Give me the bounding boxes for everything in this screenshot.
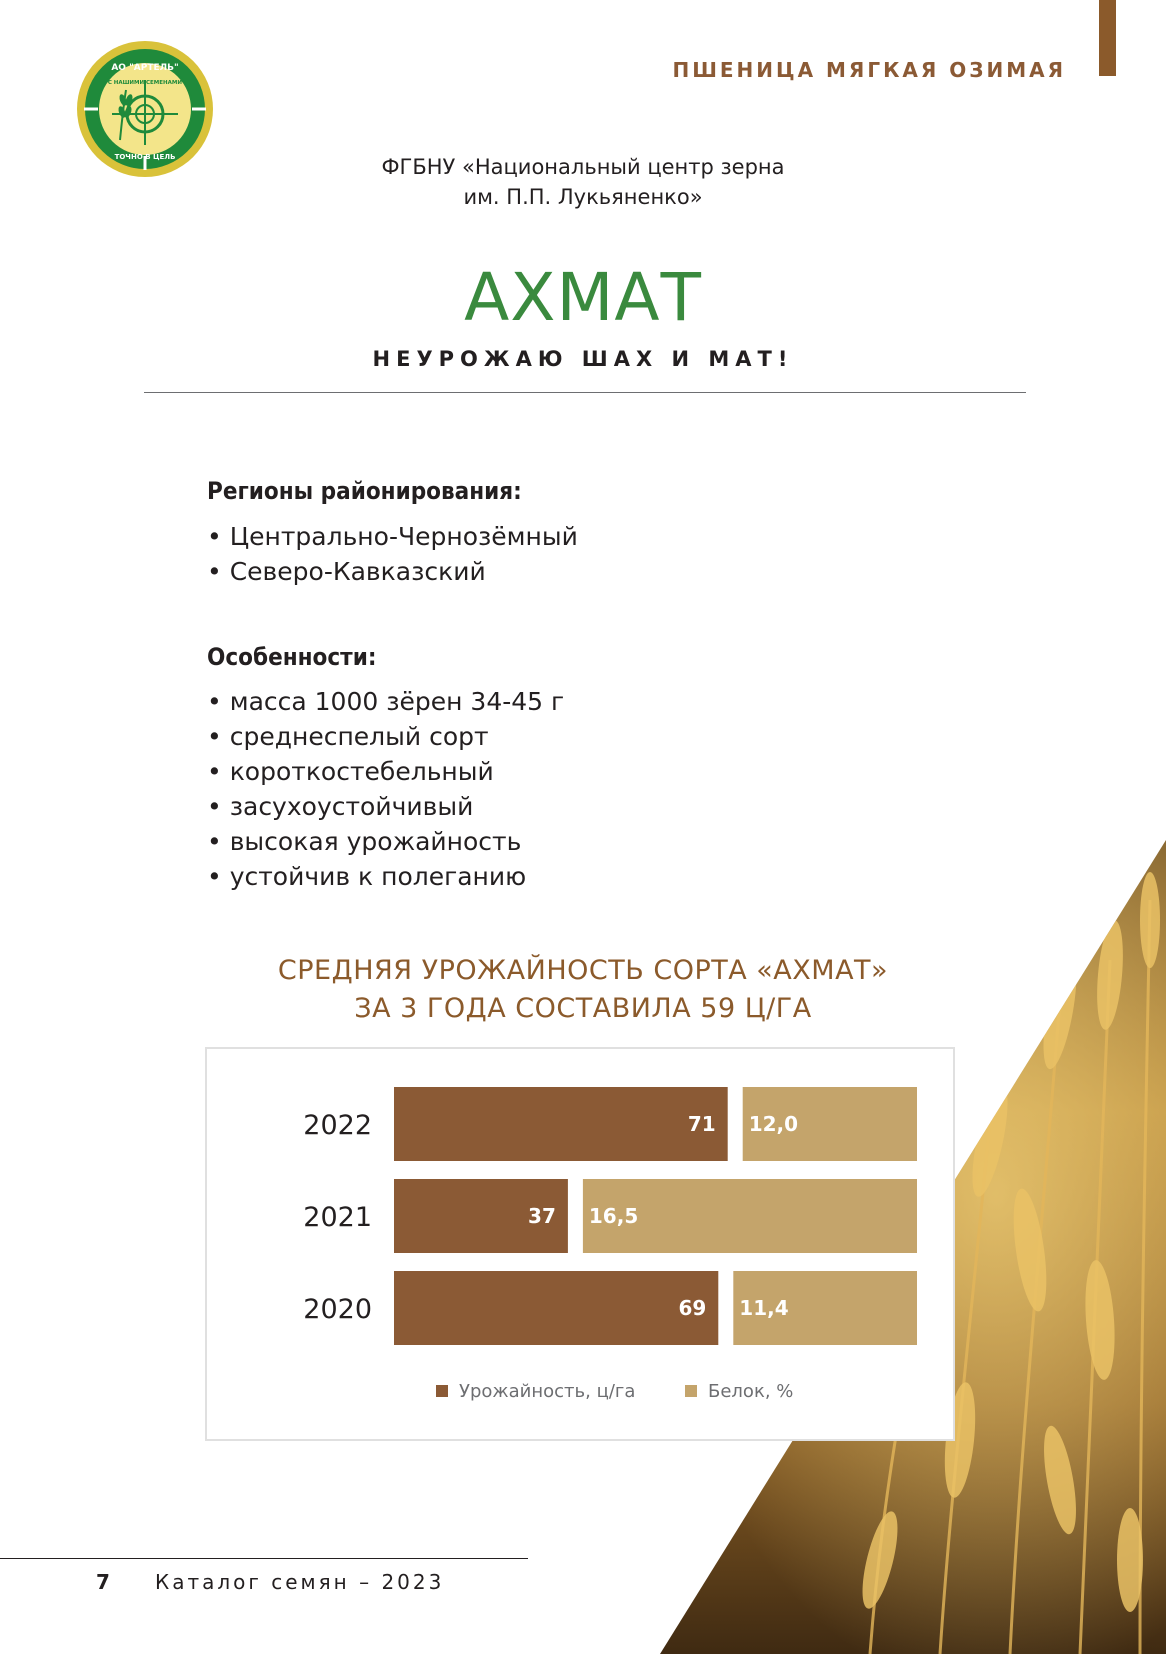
- legend-label-protein: Белок, %: [708, 1381, 794, 1402]
- logo-company-text: АО "АРТЕЛЬ": [111, 63, 179, 73]
- logo-tagline-bottom: ТОЧНО В ЦЕЛЬ: [114, 153, 176, 161]
- yield-data-label: 71: [687, 1112, 716, 1136]
- yield-bar: [394, 1087, 728, 1161]
- crop-category: ПШЕНИЦА МЯГКАЯ ОЗИМАЯ: [672, 58, 1066, 82]
- list-item: • Центрально-Чернозёмный: [207, 519, 578, 554]
- regions-title: Регионы районирования:: [207, 477, 522, 505]
- yield-bar: [394, 1271, 718, 1345]
- year-tick-label: 2020: [303, 1294, 372, 1325]
- footer-divider: [0, 1558, 528, 1559]
- divider: [144, 392, 1026, 393]
- chart-heading-line-2: ЗА 3 ГОДА СОСТАВИЛА 59 Ц/ГА: [354, 993, 812, 1024]
- features-title: Особенности:: [207, 643, 377, 671]
- year-tick-label: 2021: [303, 1202, 372, 1233]
- list-item: • среднеспелый сорт: [207, 719, 564, 754]
- list-item: • устойчив к полеганию: [207, 859, 564, 894]
- corner-accent-bar: [1099, 0, 1116, 76]
- protein-data-label: 12,0: [748, 1112, 799, 1136]
- list-item: • высокая урожайность: [207, 824, 564, 859]
- variety-name: АХМАТ: [464, 259, 702, 336]
- chart-heading-line-1: СРЕДНЯЯ УРОЖАЙНОСТЬ СОРТА «АХМАТ»: [277, 955, 889, 986]
- logo-tagline-top: С НАШИМИ СЕМЕНАМИ -: [107, 80, 187, 86]
- variety-slogan: НЕУРОЖАЮ ШАХ И МАТ!: [372, 347, 794, 371]
- list-item: • Северо-Кавказский: [207, 554, 578, 589]
- protein-data-label: 16,5: [588, 1204, 639, 1228]
- catalog-title: Каталог семян – 2023: [155, 1570, 445, 1594]
- originator: [0, 152, 1166, 212]
- page-number: 7: [96, 1570, 110, 1594]
- regions-list: [207, 519, 578, 589]
- features-list: [207, 684, 564, 894]
- yield-data-label: 69: [678, 1296, 707, 1320]
- legend-swatch-yield: [436, 1385, 448, 1397]
- list-item: • масса 1000 зёрен 34-45 г: [207, 684, 564, 719]
- legend-label-yield: Урожайность, ц/га: [459, 1381, 636, 1402]
- yield-chart-svg: [207, 1049, 953, 1439]
- yield-data-label: 37: [528, 1204, 556, 1228]
- year-tick-label: 2022: [303, 1110, 372, 1141]
- list-item: • короткостебельный: [207, 754, 564, 789]
- originator-line-1: ФГБНУ «Национальный центр зерна: [381, 155, 785, 179]
- legend-swatch-protein: [685, 1385, 697, 1397]
- originator-line-2: им. П.П. Лукьяненко»: [463, 185, 703, 209]
- protein-data-label: 11,4: [739, 1296, 789, 1320]
- chart-heading: [0, 952, 1166, 1028]
- yield-chart: [205, 1047, 955, 1441]
- list-item: • засухоустойчивый: [207, 789, 564, 824]
